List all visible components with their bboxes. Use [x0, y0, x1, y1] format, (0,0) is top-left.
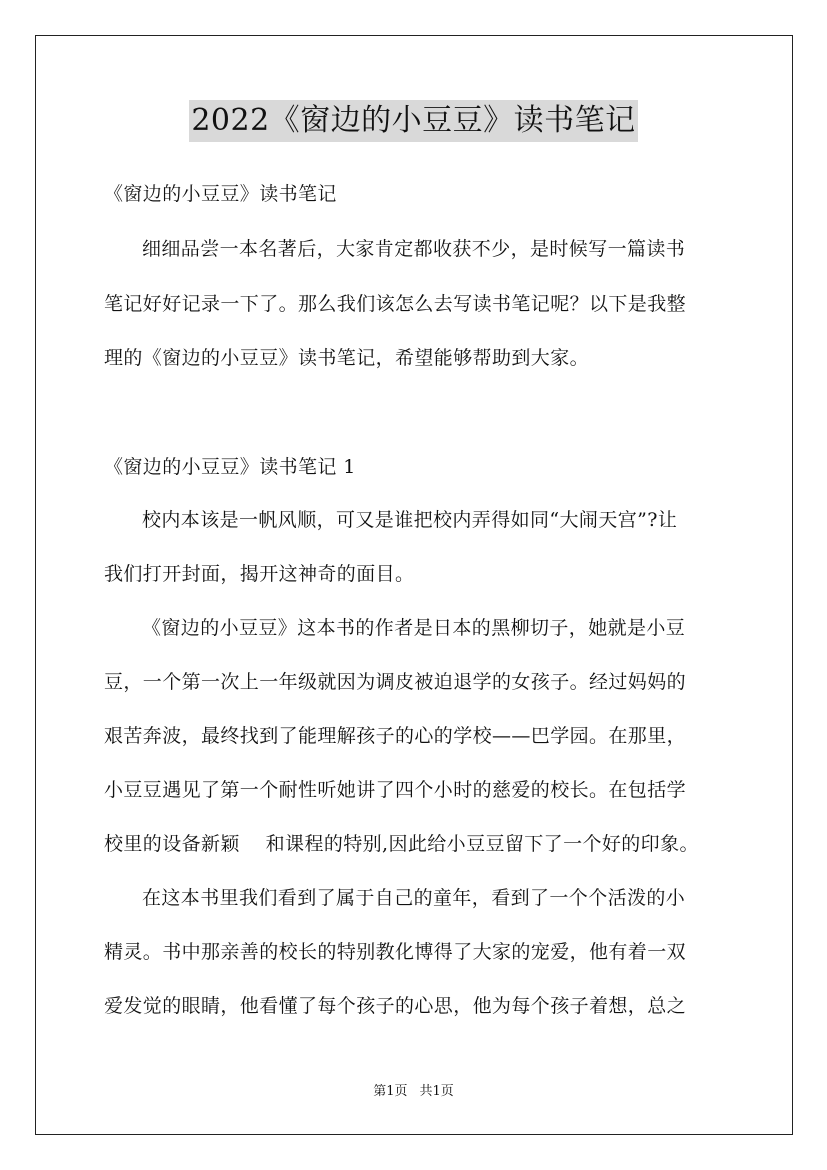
paragraph-line: 细细品尝一本名著后，大家肯定都收获不少，是时候写一篇读书	[142, 238, 686, 260]
paragraph-line: 豆，一个第一次上一年级就因为调皮被迫退学的女孩子。经过妈妈的	[104, 671, 687, 693]
paragraph-line: 校内本该是一帆风顺，可又是谁把校内弄得如同“大闹天宫”?让	[142, 509, 678, 531]
title-container	[0, 100, 827, 142]
paragraph-line: 精灵。书中那亲善的校长的特别教化博得了大家的宠爱，他有着一双	[104, 941, 687, 963]
section-heading: 《窗边的小豆豆》读书笔记	[104, 183, 337, 205]
paragraph-line: 我们打开封面，揭开这神奇的面目。	[104, 563, 415, 585]
section-heading: 《窗边的小豆豆》读书笔记 1	[104, 456, 356, 478]
paragraph-line: 理的《窗边的小豆豆》读书笔记，希望能够帮助到大家。	[104, 347, 590, 369]
paragraph-line: 爱发觉的眼睛，他看懂了每个孩子的心思，他为每个孩子着想，总之	[104, 995, 687, 1017]
paragraph-line: 校里的设备新颖 和课程的特别,因此给小豆豆留下了一个好的印象。	[104, 833, 699, 855]
paragraph-line: 在这本书里我们看到了属于自己的童年，看到了一个个活泼的小	[142, 887, 686, 909]
paragraph-line: 艰苦奔波，最终找到了能理解孩子的心的学校——巴学园。在那里，	[104, 725, 687, 747]
document-title: 2022《窗边的小豆豆》读书笔记	[189, 100, 637, 142]
page-number: 第1页	[373, 1084, 408, 1099]
paragraph-line: 《窗边的小豆豆》这本书的作者是日本的黑柳切子，她就是小豆	[142, 617, 686, 639]
page-footer	[0, 1083, 827, 1101]
paragraph-line: 笔记好好记录一下了。那么我们该怎么去写读书笔记呢？以下是我整	[104, 293, 687, 315]
paragraph-line: 小豆豆遇见了第一个耐性听她讲了四个小时的慈爱的校长。在包括学	[104, 779, 687, 801]
page-total: 共1页	[419, 1084, 454, 1099]
